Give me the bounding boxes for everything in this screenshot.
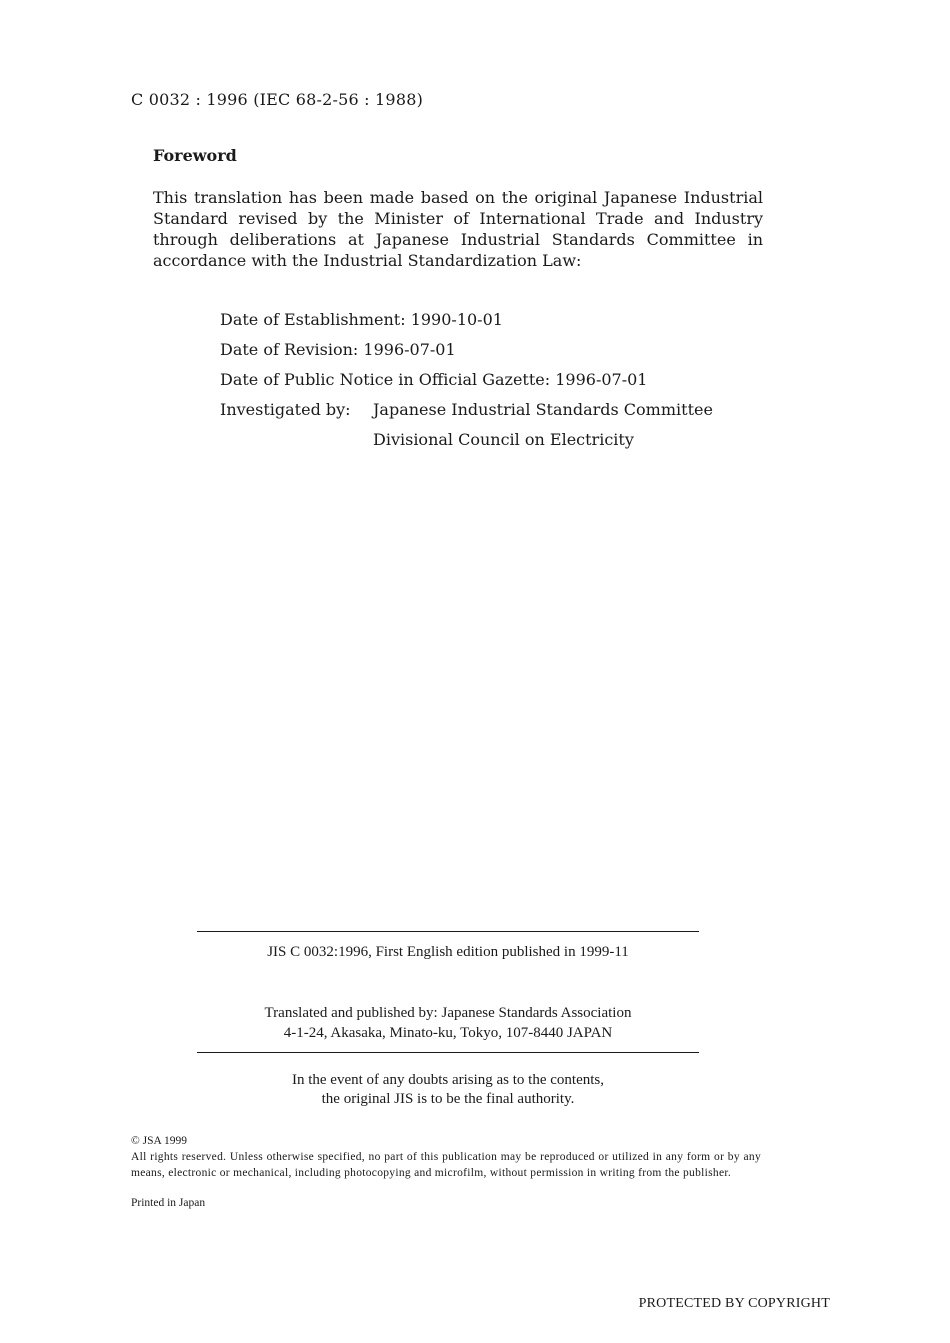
date-of-establishment: Date of Establishment: 1990-10-01: [220, 310, 503, 329]
standard-code: C 0032 : 1996 (IEC 68-2-56 : 1988): [131, 90, 424, 109]
dates-block: [220, 309, 713, 459]
foreword-paragraph: This translation has been made based on the original Japanese Industrial Standard revised by the Minister of International Trade and Industry through deliberations at Japanese Industrial Standards Committee in accordance with the Industrial Standardization Law:: [153, 188, 763, 270]
copyright-notice: © JSA 1999: [131, 1135, 188, 1147]
investigated-by-values: [373, 399, 713, 459]
divider-middle: [197, 1052, 699, 1053]
rights-statement: All rights reserved. Unless otherwise specified, no part of this publication may be reproduced or utilized in any form or by any means, electronic or mechanical, including photocopying and microfilm, without permission in writing from the publisher.: [131, 1151, 761, 1179]
publisher-block: [197, 1003, 699, 1043]
investigated-by-council: Divisional Council on Electricity: [373, 430, 634, 449]
edition-statement: JIS C 0032:1996, First English edition published in 1999-11: [267, 944, 629, 960]
divider-top: [197, 931, 699, 932]
authority-line-2: the original JIS is to be the final authority.: [321, 1091, 575, 1107]
investigated-by: [220, 399, 713, 459]
date-of-revision: Date of Revision: 1996-07-01: [220, 340, 456, 359]
copyright-block: [131, 1133, 761, 1211]
publisher-address: 4-1-24, Akasaka, Minato-ku, Tokyo, 107-8440 JAPAN: [283, 1025, 613, 1041]
printed-in: Printed in Japan: [131, 1197, 206, 1209]
date-of-public-notice: Date of Public Notice in Official Gazette: 1996-07-01: [220, 370, 648, 389]
publisher-name: Translated and published by: Japanese Standards Association: [264, 1005, 632, 1021]
investigated-by-committee: Japanese Industrial Standards Committee: [373, 400, 713, 419]
foreword-title: Foreword: [153, 146, 237, 165]
authority-statement: [197, 1071, 699, 1109]
investigated-by-label: Investigated by:: [220, 400, 351, 419]
authority-line-1: In the event of any doubts arising as to the contents,: [291, 1072, 604, 1088]
protected-by-copyright: PROTECTED BY COPYRIGHT: [638, 1296, 830, 1311]
